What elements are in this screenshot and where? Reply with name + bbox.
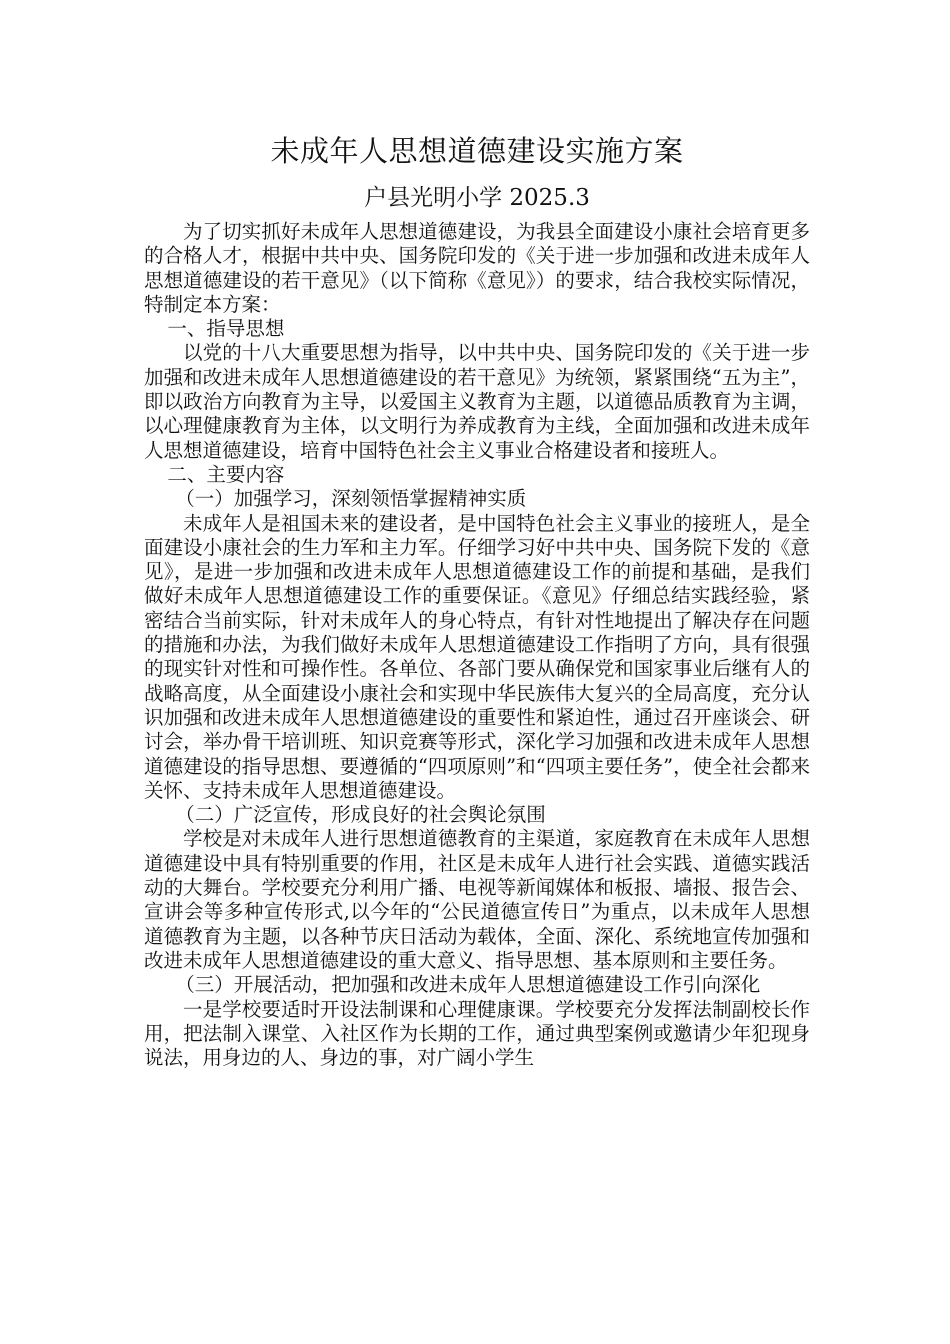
- subsection-heading-publicity: （二）广泛宣传，形成良好的社会舆论氛围: [175, 803, 546, 827]
- document-subtitle: 户县光明小学 2025.3: [364, 185, 590, 211]
- paragraph-publicity: 学校是对未成年人进行思想道德教育的主渠道，家庭教育在未成年人思想道德建设中具有特别重要的作用，社区是未成年人进行社会实践、道德实践活动的大舞台。学校要充分利用广播、电视等新闻媒体和板报、墙报、报告会、宣讲会等多种宣传形式,以今年的“公民道德宣传日”为重点，以未成年人思想道德教育为主题，以各种节庆日活动为载体，全面、深化、系统地宣传加强和改进未成年人思想道德建设的重大意义、指导思想、基本原则和主要任务。: [144, 827, 810, 972]
- document-body: [144, 220, 810, 1070]
- subsection-heading-study: （一）加强学习，深刻领悟掌握精神实质: [175, 487, 527, 511]
- document-title: 未成年人思想道德建设实施方案: [270, 134, 684, 168]
- document-page: [144, 130, 810, 1070]
- paragraph-activities: 一是学校要适时开设法制课和心理健康课。学校要充分发挥法制副校长作用，把法制入课堂、入社区作为长期的工作，通过典型案例或邀请少年犯现身说法，用身边的人、身边的事，对广阔小学生: [144, 997, 810, 1070]
- paragraph-intro: 为了切实抓好未成年人思想道德建设，为我县全面建设小康社会培育更多的合格人才，根据中共中央、国务院印发的《关于进一步加强和改进未成年人思想道德建设的若干意见》（以下简称《意见》）的要求，结合我校实际情况，特制定本方案：: [144, 220, 810, 316]
- paragraph-study: 未成年人是祖国未来的建设者，是中国特色社会主义事业的接班人，是全面建设小康社会的生力军和主力军。仔细学习好中共中央、国务院下发的《意见》，是进一步加强和改进未成年人思想道德建设工作的前提和基础，是我们做好未成年人思想道德建设工作的重要保证。《意见》仔细总结实践经验，紧密结合当前实际，针对未成年人的身心特点，有针对性地提出了解决存在问题的措施和办法，为我们做好未成年人思想道德建设工作指明了方向，具有很强的现实针对性和可操作性。各单位、各部门要从确保党和国家事业后继有人的战略高度，从全面建设小康社会和实现中华民族伟大复兴的全局高度，充分认识加强和改进未成年人思想道德建设的重要性和紧迫性，通过召开座谈会、研讨会，举办骨干培训班、知识竞赛等形式，深化学习加强和改进未成年人思想道德建设的指导思想、要遵循的“四项原则”和“四项主要任务”，使全社会都来关怀、支持未成年人思想道德建设。: [144, 511, 810, 802]
- paragraph-guiding-ideology: 以党的十八大重要思想为指导，以中共中央、国务院印发的《关于进一步加强和改进未成年人思想道德建设的若干意见》为统领，紧紧围绕“五为主”，即以政治方向教育为主导，以爱国主义教育为主题，以道德品质教育为主调，以心理健康教育为主体，以文明行为养成教育为主线，全面加强和改进未成年人思想道德建设，培育中国特色社会主义事业合格建设者和接班人。: [144, 341, 810, 462]
- section-heading-main-content: 二、主要内容: [167, 462, 285, 486]
- subsection-heading-activities: （三）开展活动，把加强和改进未成年人思想道德建设工作引向深化: [175, 973, 761, 997]
- section-heading-guiding-ideology: 一、指导思想: [167, 317, 285, 341]
